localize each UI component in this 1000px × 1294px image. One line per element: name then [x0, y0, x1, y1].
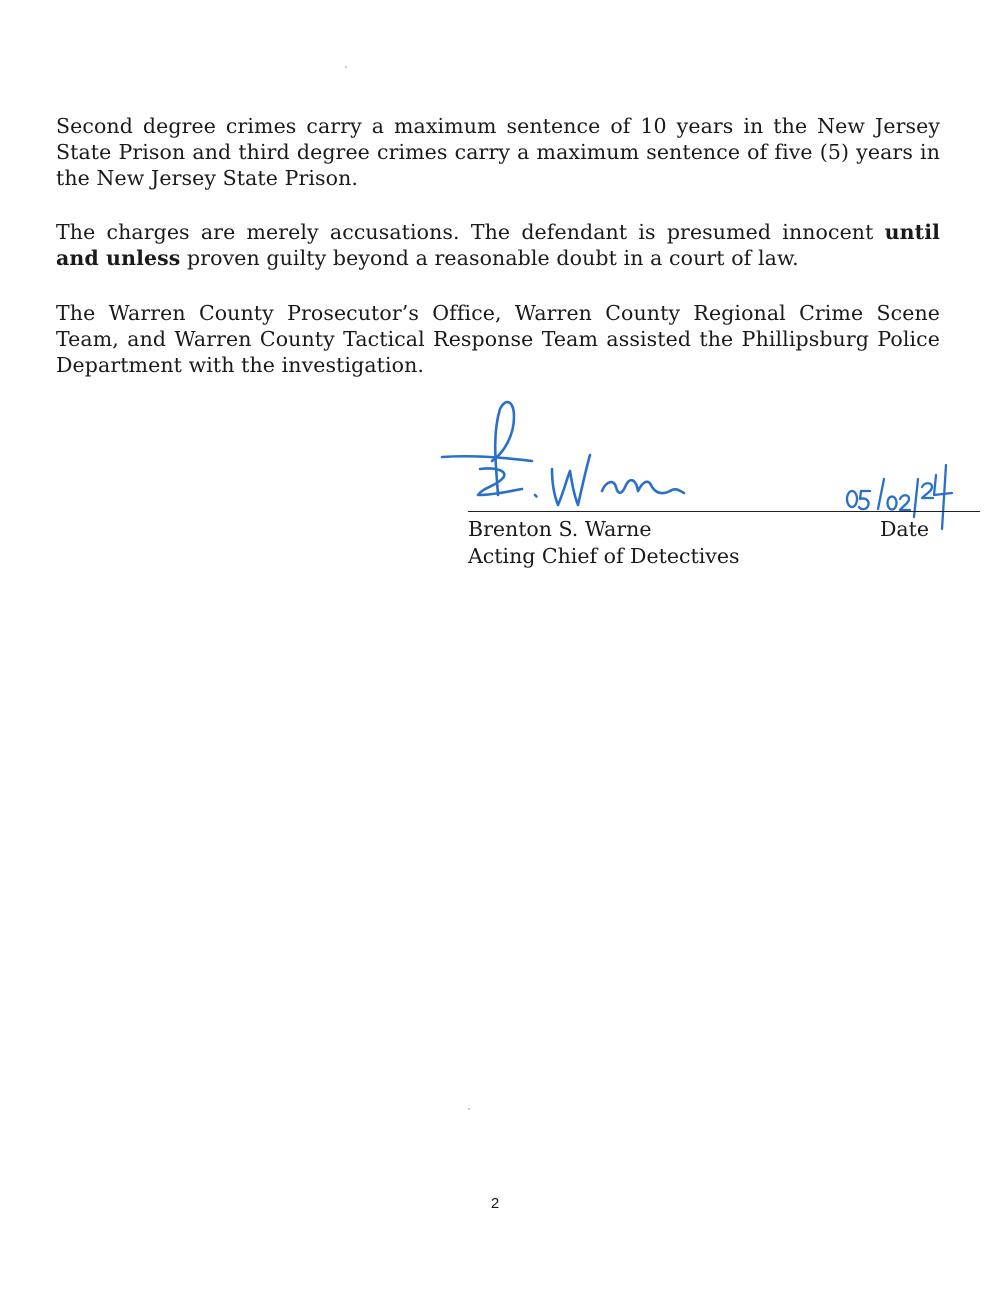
signature-line — [468, 511, 980, 512]
page-number: 2 — [490, 1195, 500, 1212]
scan-speck — [345, 66, 347, 68]
scan-speck — [468, 1108, 470, 1110]
paragraph-assisting-agencies: The Warren County Prosecutor’s Office, Warren County Regional Crime Scene Team, and Warren County Tactical Response Team assisted the Phillipsburg Police Department with the investigation. — [56, 301, 940, 377]
signer-name: Brenton S. Warne — [468, 517, 652, 541]
signer-title: Acting Chief of Detectives — [468, 544, 740, 568]
paragraph-bold-emphasis: until and unless — [56, 220, 940, 270]
paragraph-sentencing: Second degree crimes carry a maximum sentence of 10 years in the New Jersey State Prison and third degree crimes carry a maximum sentence of five (5) years in the New Jersey State Prison. — [56, 114, 940, 190]
date-label: Date — [880, 517, 930, 541]
paragraph-text-before: The charges are merely accusations. The defendant is presumed innocent — [56, 220, 885, 244]
paragraph-presumption-of-innocence — [56, 219, 940, 271]
paragraph-text-after: proven guilty beyond a reasonable doubt in a court of law. — [180, 246, 799, 270]
